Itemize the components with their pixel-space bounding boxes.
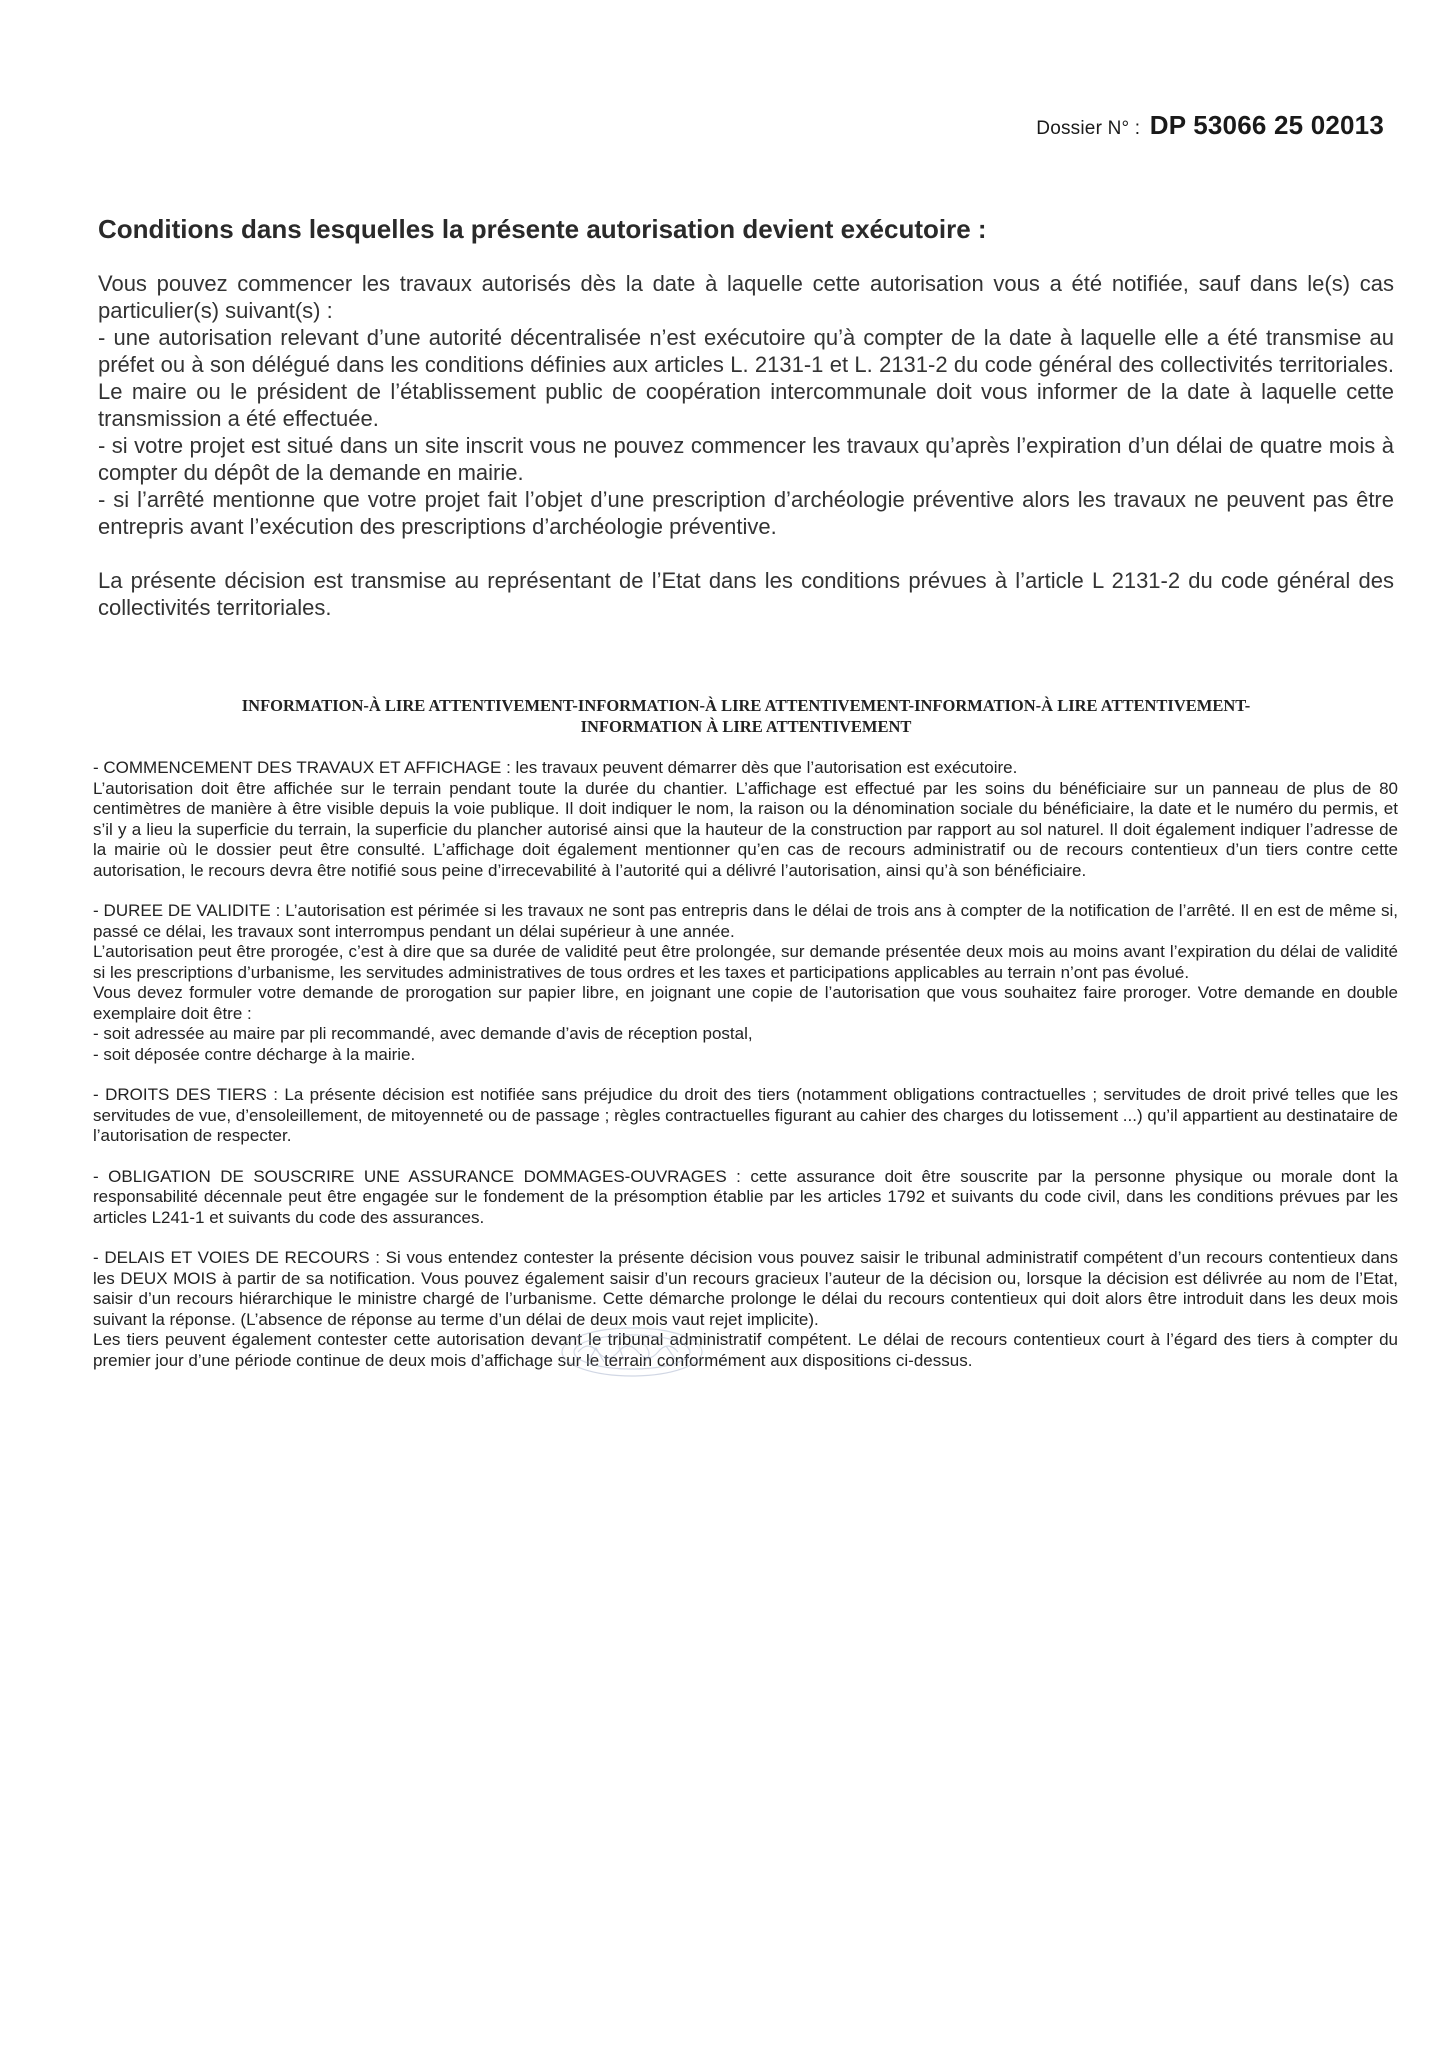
information-header-line-2: INFORMATION À LIRE ATTENTIVEMENT — [580, 717, 912, 736]
duree-demande: Vous devez formuler votre demande de prorogation sur papier libre, en joignant une copie de l’autorisation que vous souhaitez faire proroger. Votre demande en double exemplaire doit être : — [93, 983, 1398, 1023]
conditions-title: Conditions dans lesquelles la présente autorisation devient exécutoire : — [98, 214, 987, 244]
duree-heading: - DUREE DE VALIDITE : L’autorisation est périmée si les travaux ne sont pas entrepris dans le délai de trois ans à compter de la notification de l’arrêté. Il en est de même si, passé ce délai, les travaux sont interrompus pendant un délai supérieur à une année. — [93, 901, 1398, 941]
commencement-text: L’autorisation doit être affichée sur le terrain pendant toute la durée du chantier. L’affichage est effectué par les soins du bénéficiaire sur un panneau de plus de 80 centimètres de manière à être visible depuis la voie publique. Il doit indiquer le nom, la raison ou la dénomination sociale du bénéficiaire, la date et le numéro du permis, et s’il y a lieu la superficie du terrain, la superficie du plancher autorisé ainsi que la hauteur de la construction par rapport au sol naturel. Il doit également indiquer l’adresse de la mairie où le dossier peut être consulté. L’affichage doit également mentionner qu’en cas de recours administratif ou de recours contentieux d’un tiers contre cette autorisation, le recours devra être notifié sous peine d’irrecevabilité à l’autorité qui a délivré l’autorisation, ainsi qu’à son bénéficiaire. — [93, 778, 1398, 880]
commencement-heading: - COMMENCEMENT DES TRAVAUX ET AFFICHAGE : les travaux peuvent démarrer dès que l’autorisation est exécutoire. — [93, 758, 1018, 777]
dossier-number: DP 53066 25 02013 — [1149, 110, 1384, 140]
dossier-label: Dossier N° : — [1036, 118, 1141, 139]
conditions-item-archeologie: - si l’arrêté mentionne que votre projet fait l’objet d’une prescription d’archéologie préventive alors les travaux ne peuvent pas être entrepris avant l’exécution des prescriptions d’archéologie préventive. — [98, 487, 1394, 539]
duree-option-recommande: - soit adressée au maire par pli recommandé, avec demande d’avis de réception postal, — [93, 1024, 753, 1043]
delais-recours-tiers: Les tiers peuvent également contester cette autorisation devant le tribunal administratif compétent. Le délai de recours contentieux court à l’égard des tiers à compter du premier jour d’une période continue de deux mois d’affichage sur le terrain conformément aux dispositions ci-dessus. — [93, 1330, 1398, 1370]
delais-recours: - DELAIS ET VOIES DE RECOURS : Si vous entendez contester la présente décision vous pouvez saisir le tribunal administratif compétent d’un recours contentieux dans les DEUX MOIS à partir de sa notification. Vous pouvez également saisir d’un recours gracieux l’auteur de la décision ou, lorsque la décision est délivrée au nom de l’Etat, saisir d’un recours hiérarchique le ministre chargé de l’urbanisme. Cette démarche prolonge le délai du recours contentieux qui doit alors être introduit dans les deux mois suivant la réponse. (L’absence de réponse au terme d’un délai de deux mois vaut rejet implicite). — [93, 1248, 1398, 1329]
conditions-body — [98, 270, 1394, 621]
conditions-transmission: La présente décision est transmise au représentant de l’Etat dans les conditions prévues à l’article L 2131-2 du code général des collectivités territoriales. — [98, 568, 1394, 620]
duree-option-decharge: - soit déposée contre décharge à la mairie. — [93, 1044, 416, 1064]
information-header — [98, 695, 1394, 737]
conditions-item-site-inscrit: - si votre projet est situé dans un site inscrit vous ne pouvez commencer les travaux qu’après l’expiration d’un délai de quatre mois à compter du dépôt de la demande en mairie. — [98, 433, 1394, 485]
faded-stamp-image — [548, 1322, 716, 1382]
duree-prorogation: L’autorisation peut être prorogée, c’est à dire que sa durée de validité peut être prolongée, sur demande présentée deux mois au moins avant l’expiration du délai de validité si les prescriptions d’urbanisme, les servitudes administratives de tous ordres et les taxes et participations applicables au terrain n’ont pas évolué. — [93, 942, 1398, 982]
obligation-assurance: - OBLIGATION DE SOUSCRIRE UNE ASSURANCE DOMMAGES-OUVRAGES : cette assurance doit être souscrite par la personne physique ou morale dont la responsabilité décennale peut être engagée sur le fondement de la présomption établie par les articles 1792 et suivants du code civil, dans les conditions prévues par les articles L241-1 et suivants du code des assurances. — [93, 1166, 1398, 1227]
information-body — [93, 758, 1398, 1371]
dossier-reference — [1036, 110, 1384, 141]
information-header-line-1: INFORMATION-À LIRE ATTENTIVEMENT-INFORMATION-À LIRE ATTENTIVEMENT-INFORMATION-À LIRE ATTENTIVEMENT- — [241, 696, 1251, 715]
conditions-item-decentralised: - une autorisation relevant d’une autorité décentralisée n’est exécutoire qu’à compter de la date à laquelle elle a été transmise au préfet ou à son délégué dans les conditions définies aux articles L. 2131-1 et L. 2131-2 du code général des collectivités territoriales. Le maire ou le président de l’établissement public de coopération intercommunale doit vous informer de la date à laquelle cette transmission a été effectuée. — [98, 325, 1394, 431]
droits-des-tiers: - DROITS DES TIERS : La présente décision est notifiée sans préjudice du droit des tiers (notamment obligations contractuelles ; servitudes de droit privé telles que les servitudes de vue, d’ensoleillement, de mitoyenneté ou de passage ; règles contractuelles figurant au cahier des charges du lotissement ...) qu’il appartient au destinataire de l’autorisation de respecter. — [93, 1085, 1398, 1145]
conditions-intro: Vous pouvez commencer les travaux autorisés dès la date à laquelle cette autorisation vous a été notifiée, sauf dans le(s) cas particulier(s) suivant(s) : — [98, 271, 1394, 323]
